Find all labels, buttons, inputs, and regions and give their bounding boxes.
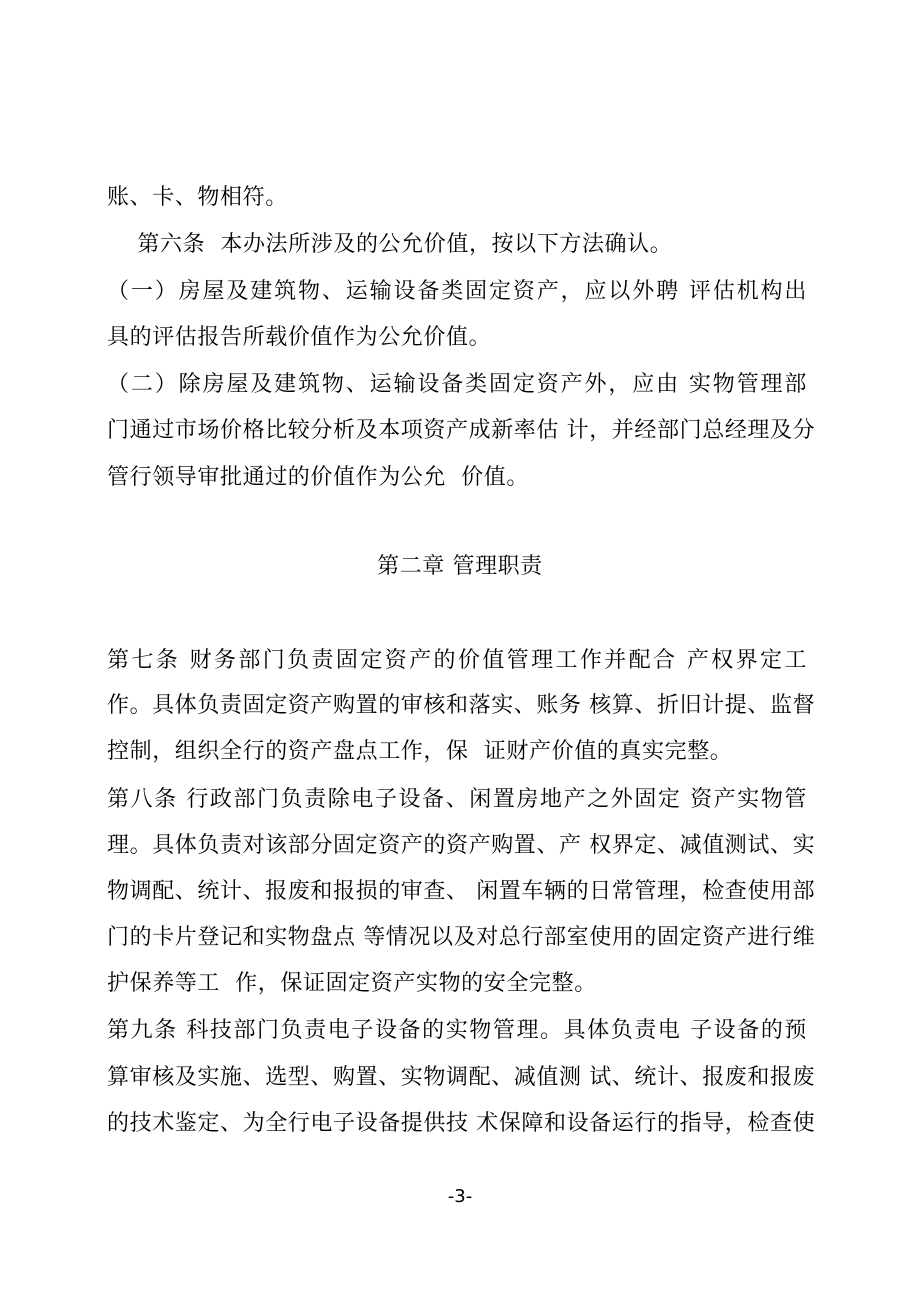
text-line: 具的评估报告所载价值作为公允价值。	[107, 325, 492, 350]
text-line: 第九条 科技部门负责电子设备的实物管理。具体负责电 子设备的预	[107, 1018, 807, 1043]
text-line: 管行领导审批通过的价值作为公允 价值。	[107, 465, 529, 490]
text-line: （一）房屋及建筑物、运输设备类固定资产，应以外聘 评估机构出	[107, 279, 807, 304]
text-line: 算审核及实施、选型、购置、实物调配、减值测 试、统计、报废和报废	[107, 1065, 816, 1090]
text-line: 第七条 财务部门负责固定资产的价值管理工作并配合 产权界定工	[107, 648, 807, 673]
text-line: 门的卡片登记和实物盘点 等情况以及对总行部室使用的固定资产进行维	[107, 925, 816, 950]
text-line: 门通过市场价格比较分析及本项资产成新率估 计，并经部门总经理及分	[107, 418, 816, 443]
text-line: 理。具体负责对该部分固定资产的资产购置、产 权界定、减值测试、实	[107, 833, 816, 858]
text-line: 物调配、统计、报废和报损的审查、 闲置车辆的日常管理，检查使用部	[107, 879, 816, 904]
text-line: 的技术鉴定、为全行电子设备提供技 术保障和设备运行的指导，检查使	[107, 1111, 816, 1136]
text-line: 账、卡、物相符。	[107, 185, 288, 210]
text-line: 第八条 行政部门负责除电子设备、闲置房地产之外固定 资产实物管	[107, 787, 807, 812]
text-line: （二）除房屋及建筑物、运输设备类固定资产外，应由 实物管理部	[107, 372, 807, 397]
text-line: 作。具体负责固定资产购置的审核和落实、账务 核算、折旧计提、监督	[107, 693, 816, 718]
text-line: 控制，组织全行的资产盘点工作，保 证财产价值的真实完整。	[107, 739, 733, 764]
text-line: 第六条 本办法所涉及的公允价值，按以下方法确认。	[107, 232, 673, 257]
text-line: 护保养等工 作，保证固定资产实物的安全完整。	[107, 971, 597, 996]
page-number: -3-	[447, 1186, 473, 1207]
chapter-heading: 第二章 管理职责	[377, 554, 543, 579]
